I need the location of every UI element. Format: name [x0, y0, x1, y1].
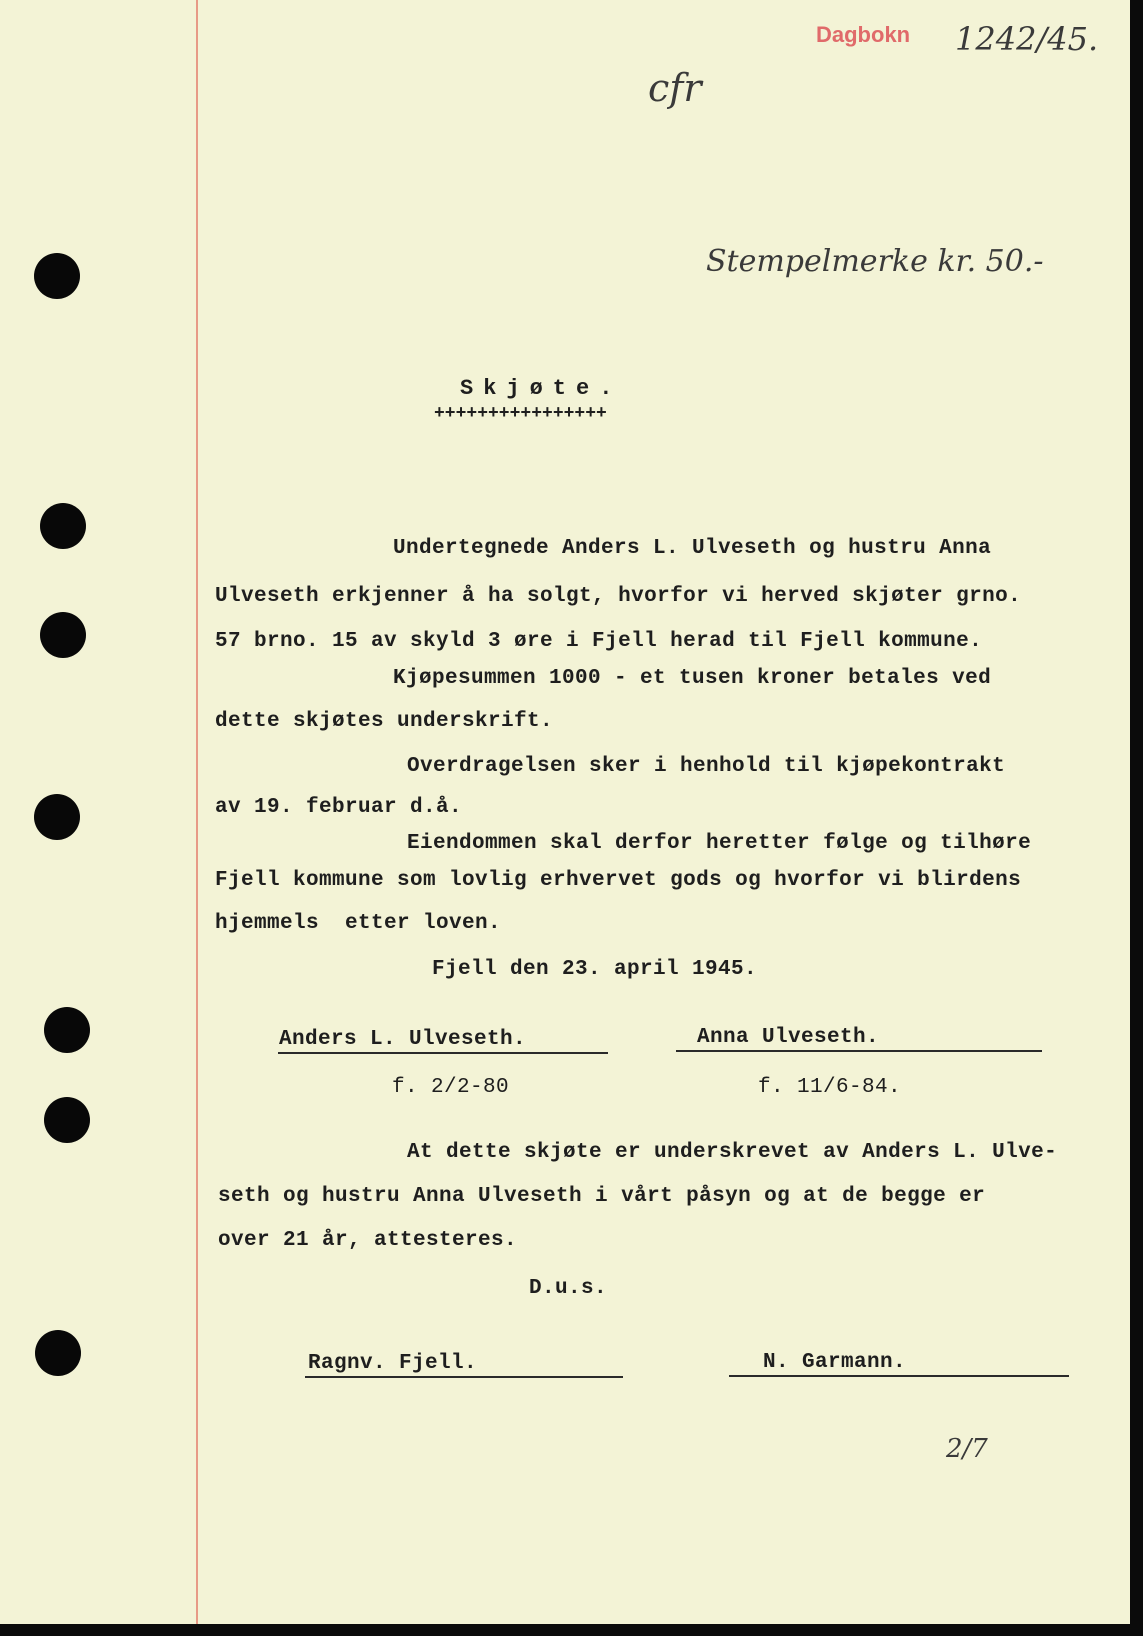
- punch-hole: [44, 1097, 90, 1143]
- seller1-signature: Anders L. Ulveseth.: [279, 1028, 527, 1051]
- punch-hole: [40, 612, 86, 658]
- body-line: Eiendommen skal derfor heretter følge og tilhøre: [407, 832, 1032, 855]
- margin-line: [196, 0, 198, 1624]
- attestation-line: At dette skjøte er underskrevet av Anders L. Ulve-: [407, 1141, 1058, 1164]
- title-underline: ++++++++++++++++: [434, 404, 607, 424]
- body-line: dette skjøtes underskrift.: [215, 710, 554, 733]
- witness1-signature: Ragnv. Fjell.: [308, 1352, 478, 1375]
- document-title: Skjøte.: [460, 376, 623, 401]
- punch-hole: [40, 503, 86, 549]
- attestation-line: over 21 år, attesteres.: [218, 1229, 518, 1252]
- place-date: Fjell den 23. april 1945.: [432, 958, 758, 981]
- punch-hole: [34, 794, 80, 840]
- body-line: Kjøpesummen 1000 - et tusen kroner betales ved: [393, 667, 992, 690]
- punch-hole: [34, 253, 80, 299]
- seller2-signature: Anna Ulveseth.: [697, 1026, 880, 1049]
- attestation-line: seth og hustru Anna Ulveseth i vårt påsyn og at de begge er: [218, 1185, 986, 1208]
- seller1-signature-line: [278, 1052, 608, 1054]
- body-line: Ulveseth erkjenner å ha solgt, hvorfor vi herved skjøter grno.: [215, 585, 1022, 608]
- seller1-birth-date: f. 2/2-80: [392, 1076, 510, 1099]
- punch-hole: [35, 1330, 81, 1376]
- witness2-signature-line: [729, 1375, 1069, 1377]
- closing-abbreviation: D.u.s.: [529, 1277, 608, 1300]
- body-line: Overdragelsen sker i henhold til kjøpekontrakt: [407, 755, 1006, 778]
- seller2-signature-line: [676, 1050, 1042, 1052]
- journal-number: 1242/45.: [955, 20, 1099, 58]
- initials: cfr: [648, 66, 702, 110]
- witness2-signature: N. Garmann.: [763, 1351, 907, 1374]
- body-line: Undertegnede Anders L. Ulveseth og hustru Anna: [393, 537, 992, 560]
- body-line: av 19. februar d.å.: [215, 796, 463, 819]
- punch-hole: [44, 1007, 90, 1053]
- journal-stamp: Dagbokn: [816, 22, 911, 47]
- body-line: 57 brno. 15 av skyld 3 øre i Fjell herad til Fjell kommune.: [215, 630, 983, 653]
- witness1-signature-line: [305, 1376, 623, 1378]
- body-line: hjemmels etter loven.: [215, 912, 502, 935]
- footer-note: 2/7: [946, 1434, 988, 1464]
- stamp-duty-note: Stempelmerke kr. 50.-: [706, 244, 1044, 279]
- seller2-birth-date: f. 11/6-84.: [758, 1076, 902, 1099]
- body-line: Fjell kommune som lovlig erhvervet gods og hvorfor vi blirdens: [215, 869, 1022, 892]
